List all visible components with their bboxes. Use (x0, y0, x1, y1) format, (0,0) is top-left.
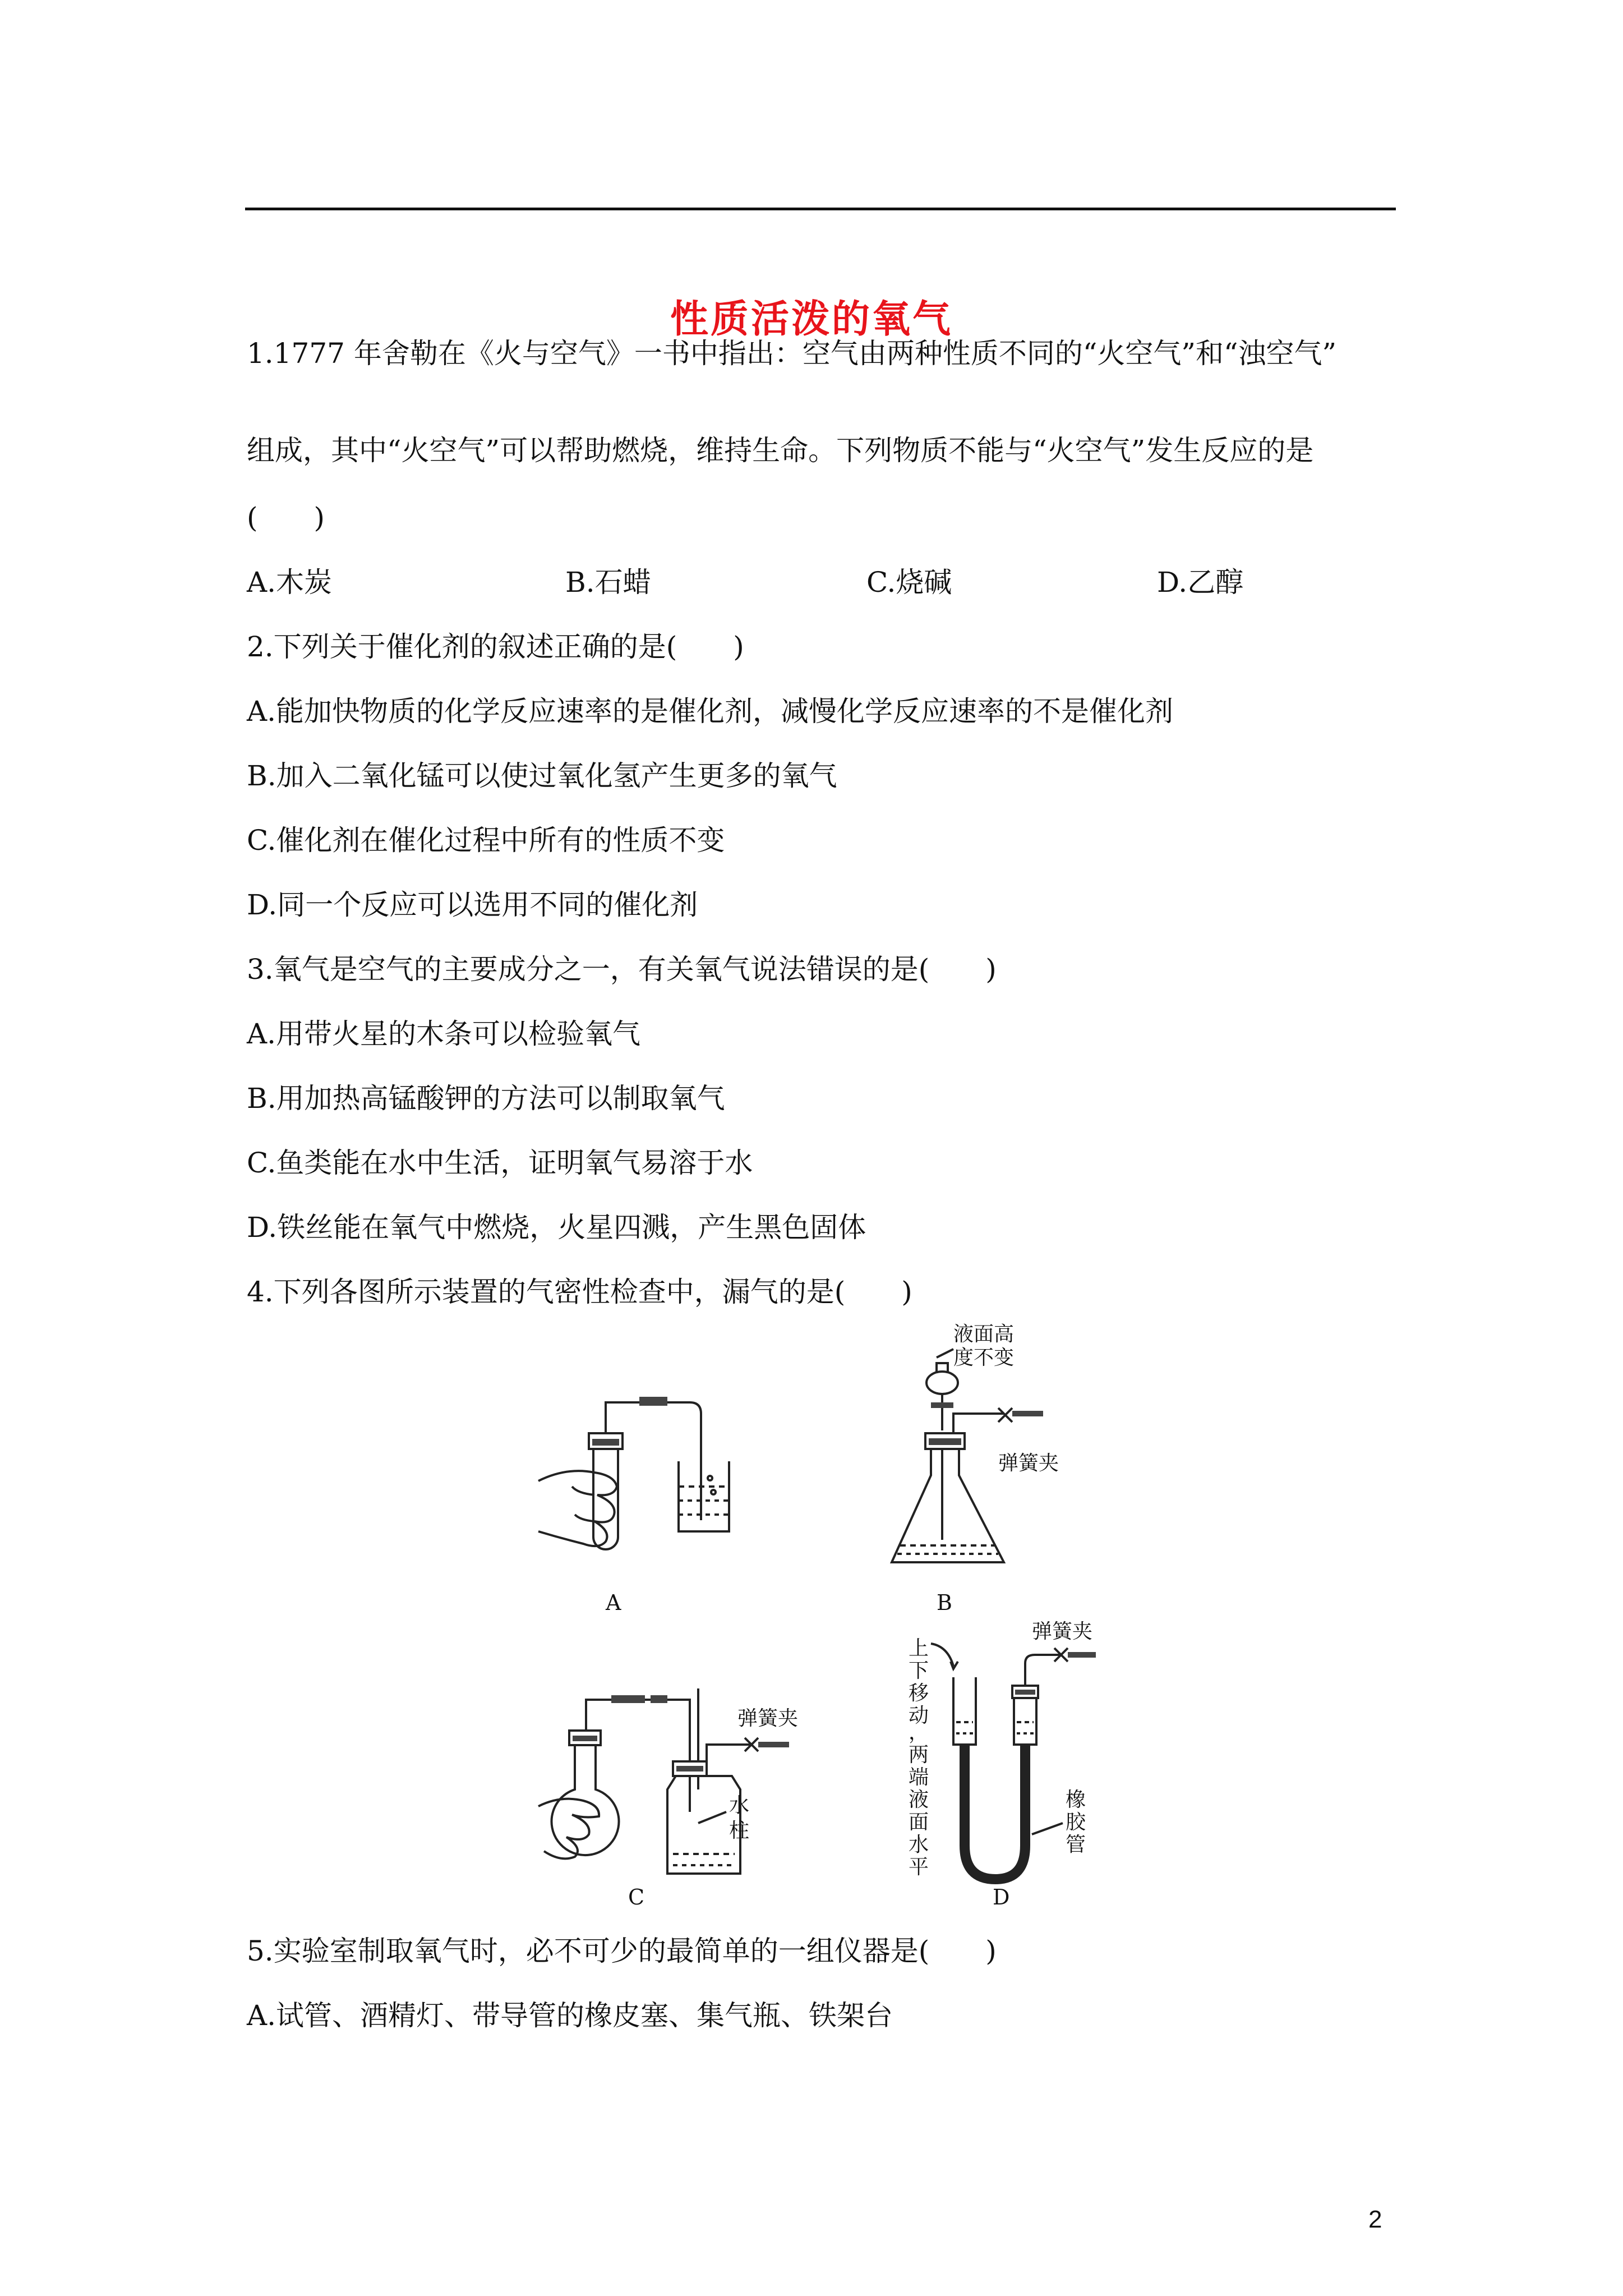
q1-option-b: B.石蜡 (565, 566, 651, 599)
c-clamp-label: 弹簧夹 (737, 1707, 799, 1730)
q2-option-d: D.同一个反应可以选用不同的催化剂 (247, 889, 698, 921)
d-tube-2: 胶 (1066, 1811, 1086, 1834)
c-water-label-2: 柱 (729, 1819, 750, 1842)
apparatus-a (538, 1397, 729, 1615)
q2-option-b: B.加入二氧化锰可以使过氧化氢产生更多的氧气 (247, 760, 837, 792)
b-note-line-1: 液面高 (953, 1323, 1015, 1346)
page-title: 性质活泼的氧气 (670, 297, 953, 342)
d-move-9: 面 (909, 1811, 929, 1834)
header-rule (245, 208, 1396, 210)
q1-option-a: A.木炭 (247, 566, 333, 599)
d-tube-3: 管 (1066, 1833, 1086, 1856)
q2-stem: 2.下列关于催化剂的叙述正确的是( ) (247, 631, 744, 663)
d-move-6: 两 (909, 1743, 929, 1766)
q2-option-a: A.能加快物质的化学反应速率的是催化剂，减慢化学反应速率的不是催化剂 (247, 695, 1174, 728)
apparatus-d (909, 1620, 1096, 1910)
q3-option-a: A.用带火星的木条可以检验氧气 (247, 1018, 641, 1050)
d-move-7: 端 (909, 1766, 929, 1789)
q1-line-1: 1.1777 年舍勒在《火与空气》一书中指出：空气由两种性质不同的“火空气”和“浊空气” (247, 337, 1337, 370)
q3-option-c: C.鱼类能在水中生活，证明氧气易溶于水 (247, 1147, 753, 1179)
q1-line-3: ( ) (247, 501, 325, 534)
q1-option-d: D.乙醇 (1157, 566, 1244, 599)
page-number: 2 (1368, 2206, 1382, 2233)
q3-stem: 3.氧气是空气的主要成分之一，有关氧气说法错误的是( ) (247, 953, 997, 986)
d-move-10: 水 (909, 1833, 929, 1856)
d-clamp-label: 弹簧夹 (1032, 1620, 1093, 1643)
label-b: B (937, 1590, 952, 1615)
apparatus-figure (505, 1318, 1155, 1913)
q5-option-a: A.试管、酒精灯、带导管的橡皮塞、集气瓶、铁架台 (247, 1999, 893, 2032)
d-move-5: ， (909, 1721, 929, 1744)
d-move-8: 液 (909, 1788, 929, 1811)
q4-stem: 4.下列各图所示装置的气密性检查中，漏气的是( ) (247, 1276, 912, 1308)
label-a: A (606, 1590, 621, 1615)
q5-stem: 5.实验室制取氧气时，必不可少的最简单的一组仪器是( ) (247, 1935, 997, 1967)
d-move-1: 上 (909, 1637, 929, 1660)
c-water-label-1: 水 (729, 1794, 750, 1817)
q1-line-2: 组成，其中“火空气”可以帮助燃烧，维持生命。下列物质不能与“火空气”发生反应的是 (247, 434, 1314, 467)
d-move-3: 移 (909, 1682, 929, 1705)
q3-option-d: D.铁丝能在氧气中燃烧，火星四溅，产生黑色固体 (247, 1211, 866, 1244)
d-move-4: 动 (909, 1704, 929, 1727)
d-move-2: 下 (909, 1659, 929, 1682)
apparatus-c (538, 1688, 798, 1910)
d-tube-1: 橡 (1066, 1788, 1086, 1811)
q1-option-c: C.烧碱 (866, 566, 952, 599)
label-d: D (993, 1885, 1010, 1910)
b-note-line-2: 度不变 (953, 1346, 1015, 1369)
b-clamp-label: 弹簧夹 (998, 1452, 1059, 1475)
d-move-11: 平 (909, 1856, 929, 1879)
q2-option-c: C.催化剂在催化过程中所有的性质不变 (247, 824, 725, 857)
apparatus-b (892, 1323, 1059, 1615)
label-c: C (628, 1885, 645, 1910)
q3-option-b: B.用加热高锰酸钾的方法可以制取氧气 (247, 1082, 725, 1115)
